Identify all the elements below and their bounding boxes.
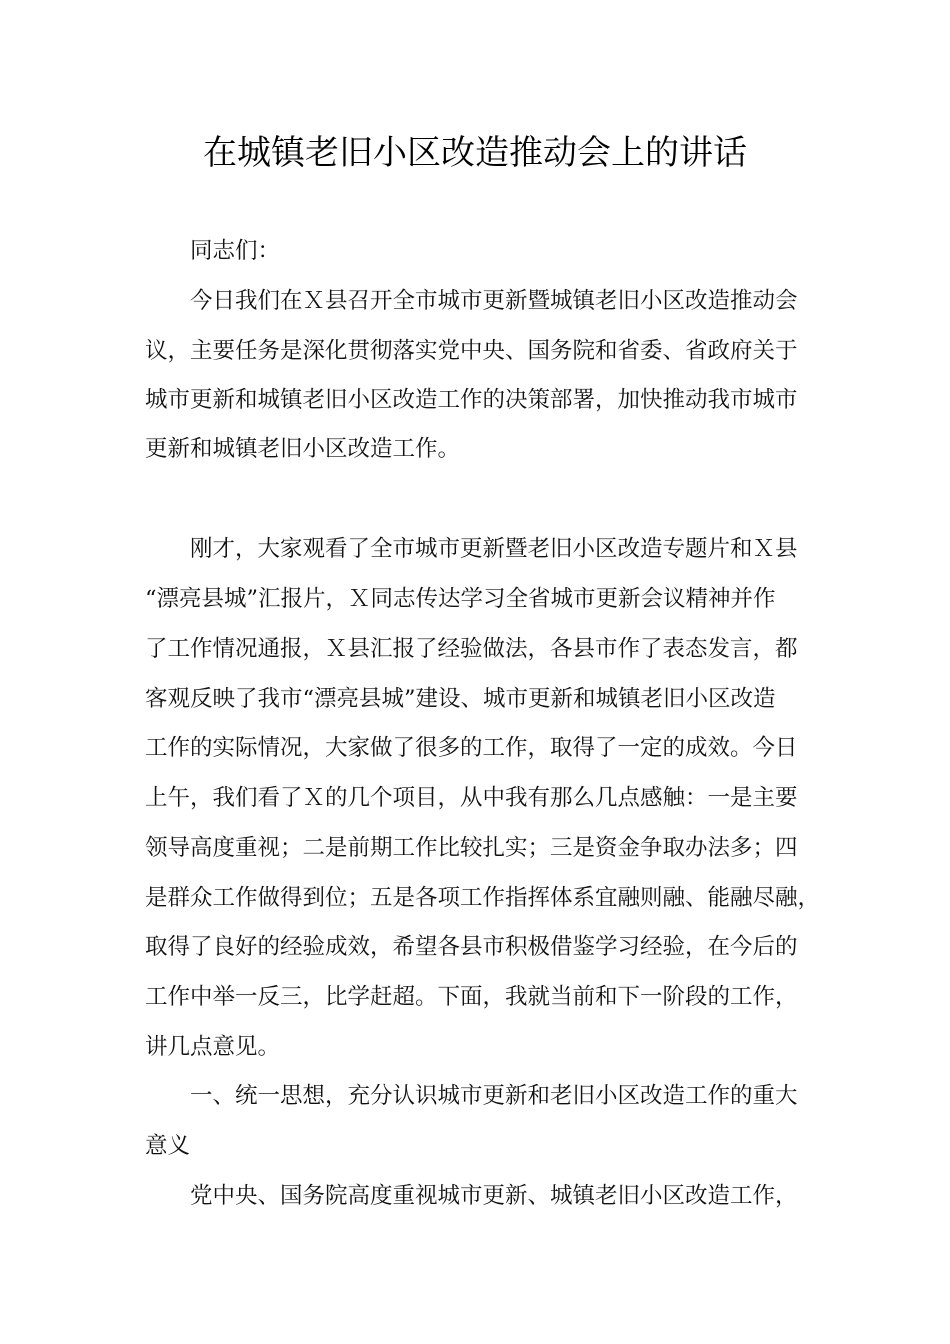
paragraph-line: 城市更新和城镇老旧小区改造工作的决策部署，加快推动我市城市	[145, 387, 798, 413]
section-heading: 意义	[145, 1133, 191, 1159]
paragraph-line: 党中央、国务院高度重视城市更新、城镇老旧小区改造工作，	[190, 1183, 798, 1209]
paragraph-line: 更新和城镇老旧小区改造工作。	[145, 436, 461, 462]
paragraph-line: 了工作情况通报，Ｘ县汇报了经验做法，各县市作了表态发言，都	[145, 636, 798, 662]
section-heading: 一、统一思想，充分认识城市更新和老旧小区改造工作的重大	[190, 1083, 798, 1109]
paragraph-line: 工作中举一反三，比学赶超。下面，我就当前和下一阶段的工作，	[145, 984, 798, 1010]
paragraph-line: 领导高度重视；二是前期工作比较扎实；三是资金争取办法多；四	[145, 835, 798, 861]
paragraph-line: 取得了良好的经验成效，希望各县市积极借鉴学习经验，在今后的	[145, 934, 798, 960]
paragraph-line: 议，主要任务是深化贯彻落实党中央、国务院和省委、省政府关于	[145, 338, 798, 364]
paragraph-line: 刚才，大家观看了全市城市更新暨老旧小区改造专题片和Ｘ县	[190, 536, 798, 562]
document-title: 在城镇老旧小区改造推动会上的讲话	[203, 133, 747, 173]
paragraph-line: 上午，我们看了Ｘ的几个项目，从中我有那么几点感触：一是主要	[145, 785, 798, 811]
paragraph-line: “漂亮县城”汇报片，Ｘ同志传达学习全省城市更新会议精神并作	[145, 586, 776, 612]
paragraph-line: 客观反映了我市“漂亮县城”建设、城市更新和城镇老旧小区改造	[145, 686, 776, 712]
salutation: 同志们：	[190, 238, 281, 264]
paragraph-line: 是群众工作做得到位；五是各项工作指挥体系宜融则融、能融尽融，	[145, 885, 821, 911]
paragraph-line: 工作的实际情况，大家做了很多的工作，取得了一定的成效。今日	[145, 735, 798, 761]
paragraph-line: 今日我们在Ｘ县召开全市城市更新暨城镇老旧小区改造推动会	[190, 288, 798, 314]
paragraph-line: 讲几点意见。	[145, 1034, 281, 1060]
